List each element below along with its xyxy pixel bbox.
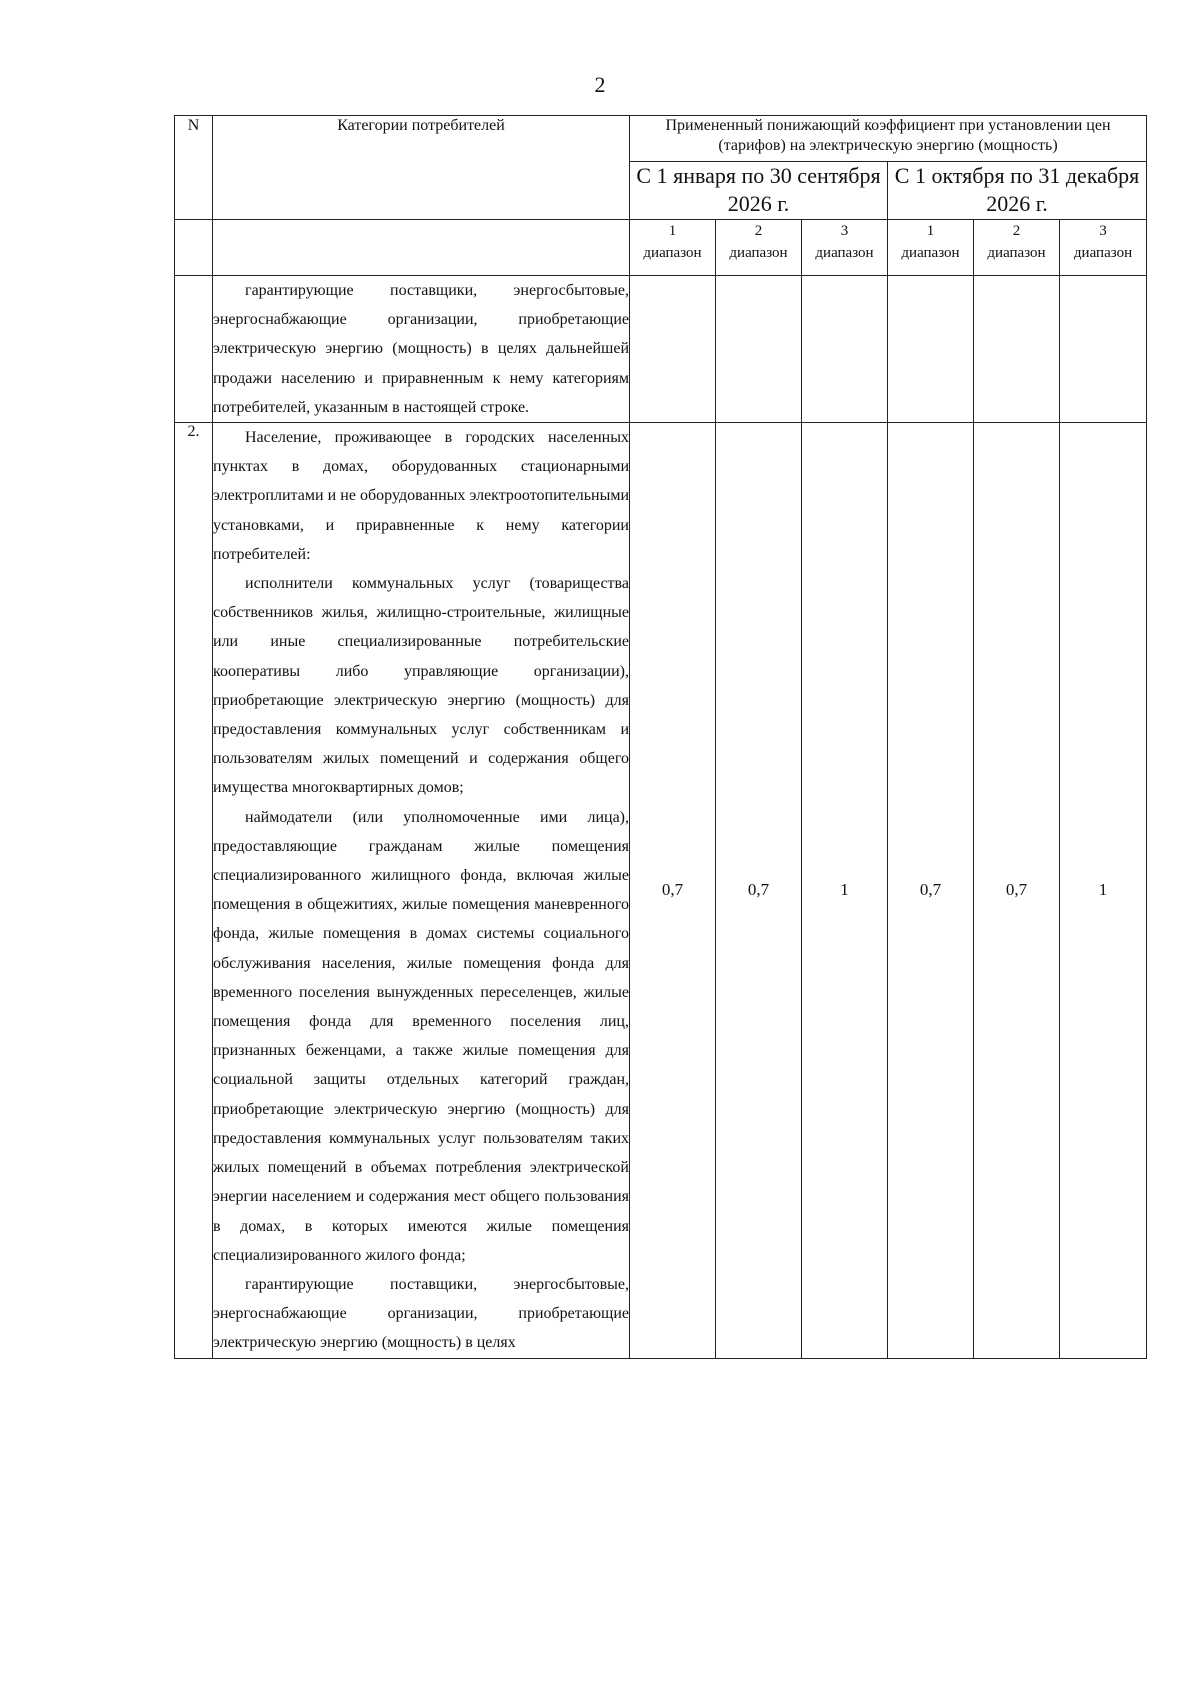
range-row-category: [213, 220, 630, 276]
category-cell: [213, 423, 630, 1359]
header-category: Категории потребителей: [213, 116, 630, 220]
page-number: 2: [594, 72, 606, 97]
table-row: [175, 276, 1147, 423]
header-period-2: С 1 октября по 31 декабря 2026 г.: [888, 162, 1147, 220]
coef-value: [888, 276, 974, 423]
range-header-3: 3 диапазон: [802, 220, 888, 276]
coef-value: 0,7: [888, 423, 974, 1359]
row-number: [175, 276, 213, 423]
coef-value: 0,7: [630, 423, 716, 1359]
header-coefficient: Примененный понижающий коэффициент при установлении цен (тарифов) на электрическую энергию (мощность): [630, 116, 1147, 162]
category-paragraph: гарантирующие поставщики, энергосбытовые, энергоснабжающие организации, приобретающие электрическую энергию (мощность) в целях дальнейшей продажи населению и приравненным к нему категориям потребителей, указанным в настоящей строке.: [213, 282, 629, 416]
range-header-5: 2 диапазон: [974, 220, 1060, 276]
range-header-2: 2 диапазон: [716, 220, 802, 276]
coef-value: 0,7: [974, 423, 1060, 1359]
category-paragraph: исполнители коммунальных услуг (товарищества собственников жилья, жилищно-строительные, жилищные или иные специализированные потребительские кооперативы либо управляющие организации), приобретающие электрическую энергию (мощность) для предоставления коммунальных услуг собственникам и пользователям жилых помещений и содержания общего имущества многоквартирных домов;: [213, 575, 629, 797]
tariff-coefficient-table: [174, 115, 1147, 1359]
coef-value: [716, 276, 802, 423]
coef-value: [974, 276, 1060, 423]
header-period-1: С 1 января по 30 сентября 2026 г.: [630, 162, 888, 220]
range-header-6: 3 диапазон: [1060, 220, 1147, 276]
coef-value: [1060, 276, 1147, 423]
category-paragraph: наймодатели (или уполномоченные ими лица), предоставляющие гражданам жилые помещения специализированного жилищного фонда, включая жилые помещения в общежитиях, жилые помещения маневренного фонда, жилые помещения в домах системы социального обслуживания населения, жилые помещения фонда для временного поселения вынужденных переселенцев, жилые помещения фонда для временного поселения лиц, признанных беженцами, а также жилые помещения для социальной защиты отдельных категорий граждан, приобретающие электрическую энергию (мощность) для предоставления коммунальных услуг пользователям таких жилых помещений в объемах потребления электрической энергии населением и содержания мест общего пользования в домах, в которых имеются жилые помещения специализированного жилого фонда;: [213, 808, 629, 1264]
coef-value: 1: [802, 423, 888, 1359]
coef-value: 0,7: [716, 423, 802, 1359]
category-cell: [213, 276, 630, 423]
range-header-1: 1 диапазон: [630, 220, 716, 276]
coef-value: [802, 276, 888, 423]
range-row-n: [175, 220, 213, 276]
row-number: 2.: [175, 423, 213, 1359]
table-row: [175, 423, 1147, 1359]
coef-value: [630, 276, 716, 423]
coef-value: 1: [1060, 423, 1147, 1359]
range-header-4: 1 диапазон: [888, 220, 974, 276]
category-paragraph: гарантирующие поставщики, энергосбытовые, энергоснабжающие организации, приобретающие электрическую энергию (мощность) в целях: [213, 1275, 629, 1352]
category-paragraph: Население, проживающее в городских населенных пунктах в домах, оборудованных стационарными электроплитами и не оборудованных электроотопительными установками, и приравненные к нему категории потребителей:: [213, 429, 629, 563]
header-n: N: [175, 116, 213, 220]
